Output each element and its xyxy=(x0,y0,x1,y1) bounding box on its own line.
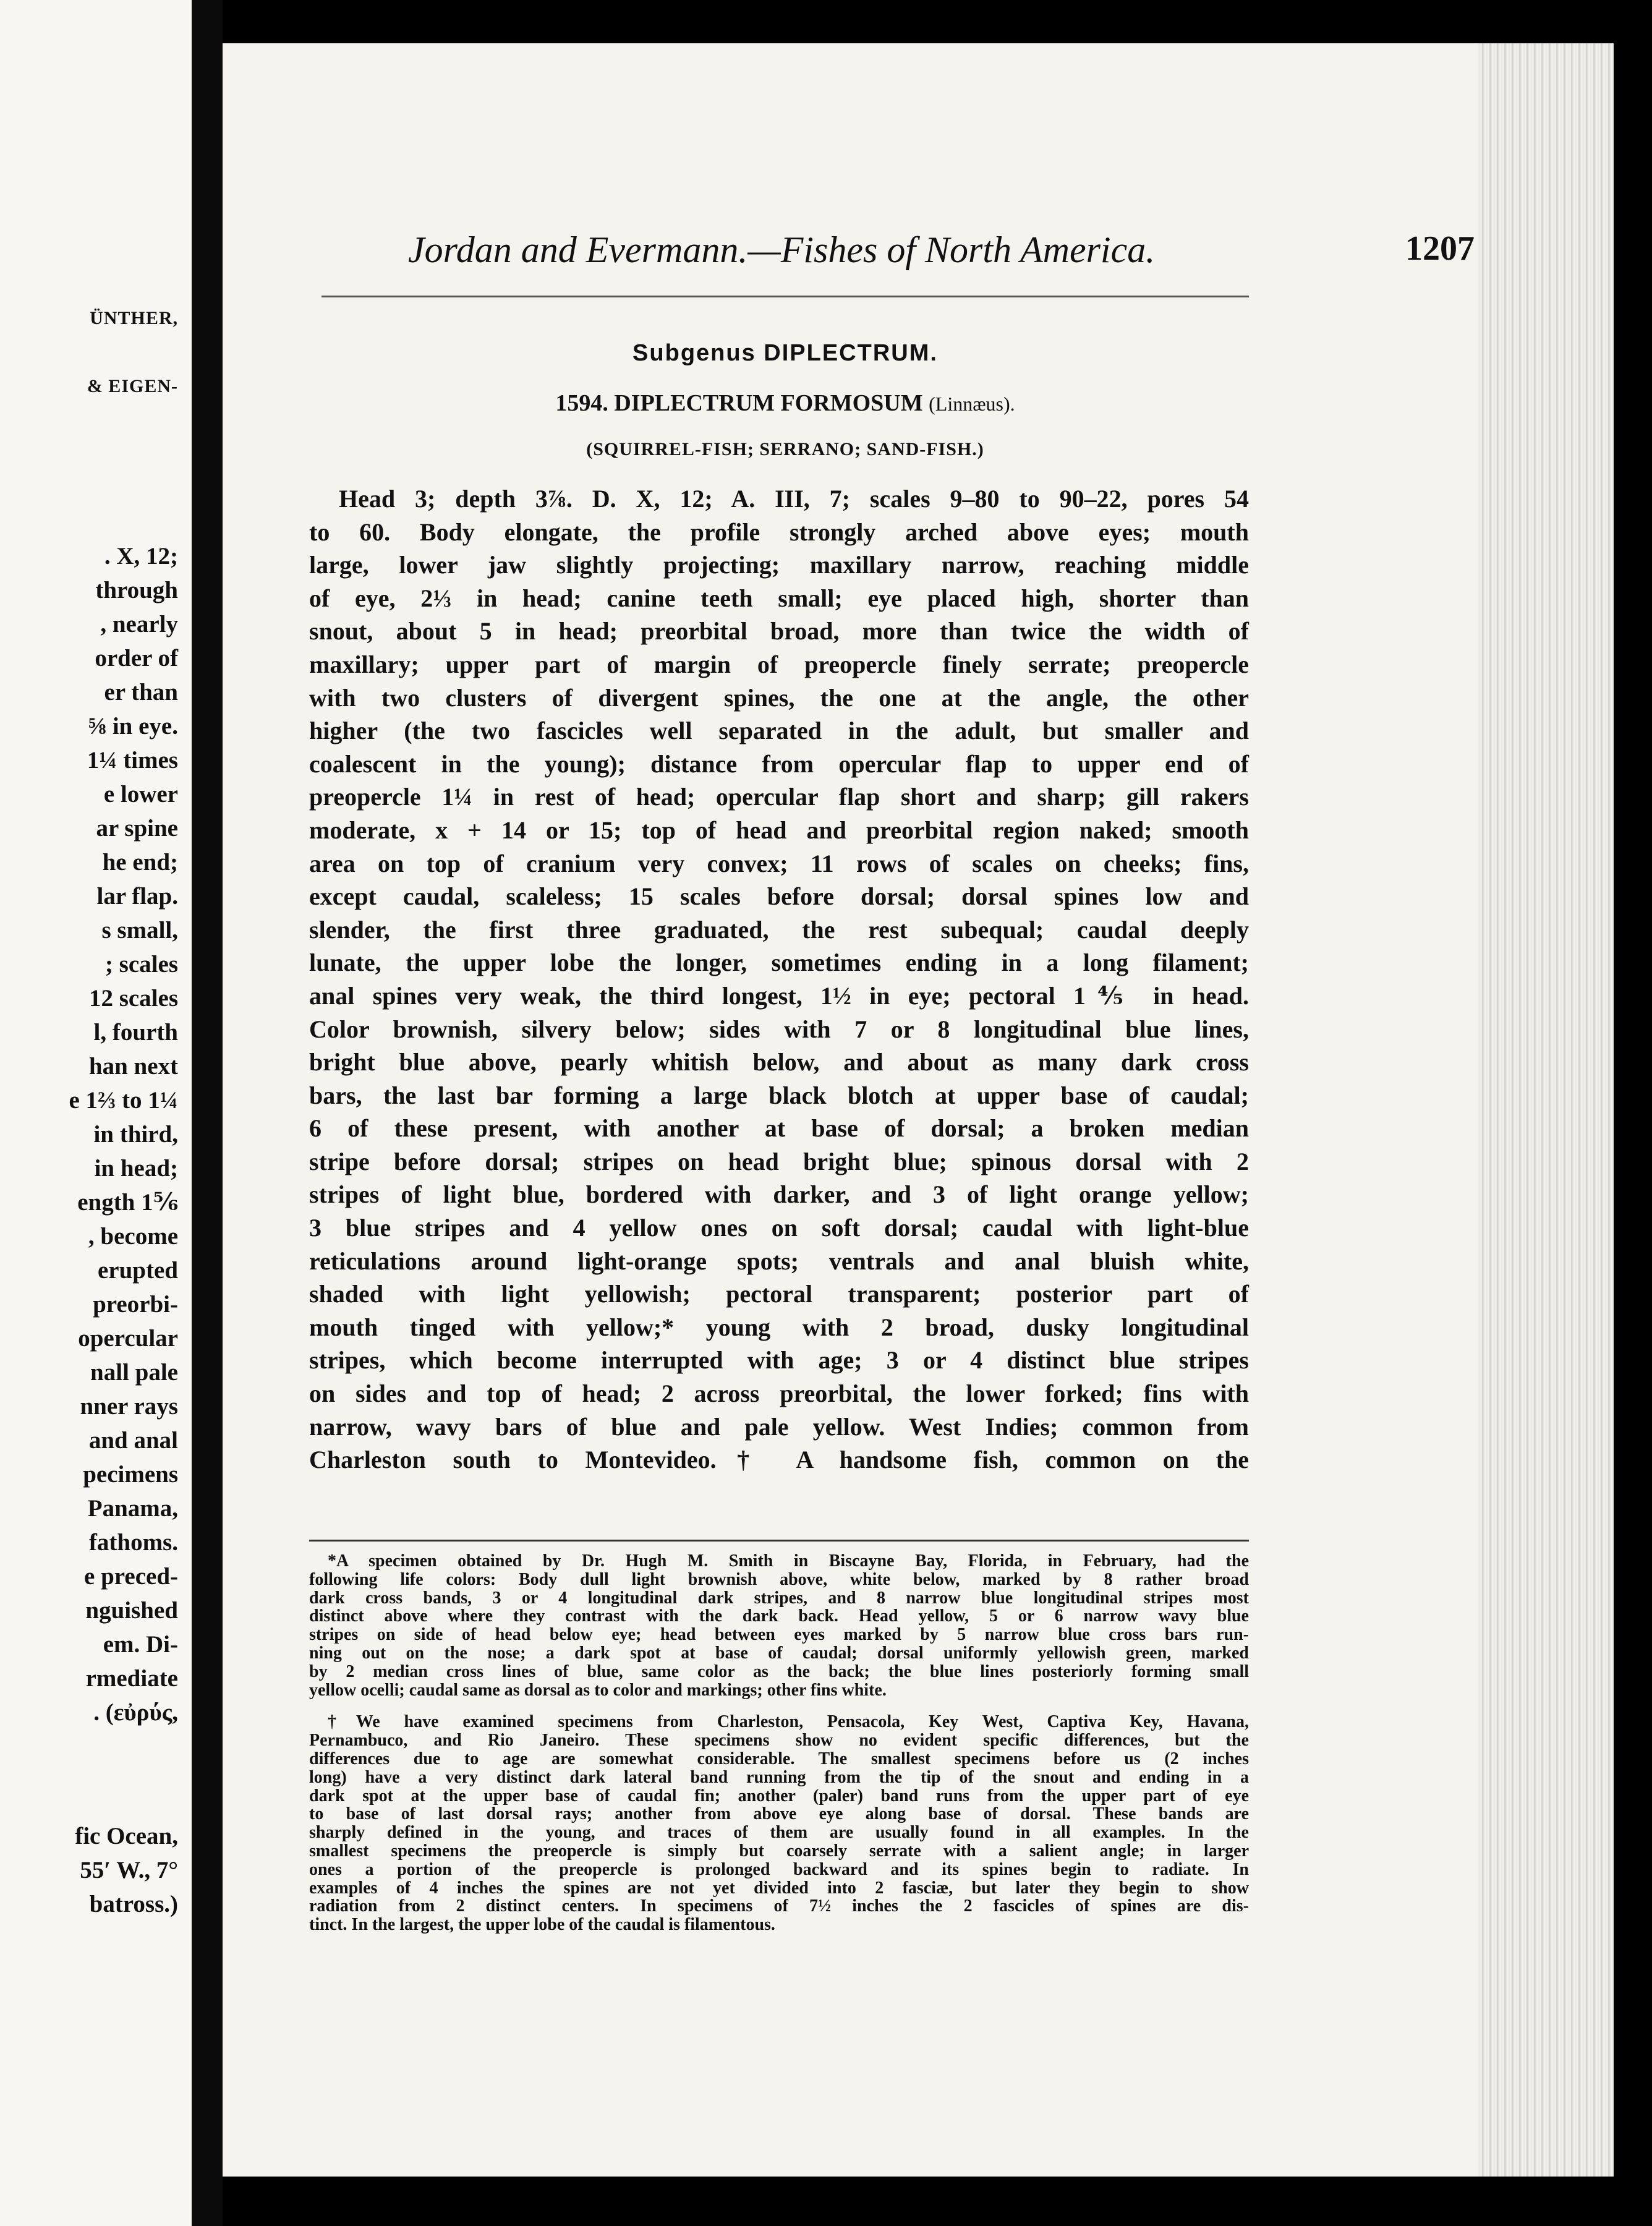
footnote-2-line: dark spot at the upper base of caudal fin; another (paler) band runs from the upper part of eye xyxy=(309,1786,1249,1806)
left-page-text: preorbi- xyxy=(93,1291,178,1318)
left-page-text: lar flap. xyxy=(96,883,178,910)
left-page-text: ÜNTHER, xyxy=(90,308,178,328)
subgenus-heading: Subgenus DIPLECTRUM. xyxy=(632,340,938,366)
footnote-2-line: to base of last dorsal rays; another from above eye along base of dorsal. These bands are xyxy=(309,1804,1249,1824)
left-page-text: ength 1⅚ xyxy=(77,1189,178,1216)
footnote-2-line: tinct. In the largest, the upper lobe of the caudal is filamentous. xyxy=(309,1915,775,1935)
footnote-1-line: following life colors: Body dull light brownish above, white below, marked by 8 rather broad xyxy=(309,1569,1249,1589)
header-rule xyxy=(321,296,1249,297)
footnote-1-line: *A specimen obtained by Dr. Hugh M. Smith in Biscayne Bay, Florida, in February, had the xyxy=(328,1551,1249,1571)
page-edges xyxy=(1478,43,1614,2177)
left-page-text: order of xyxy=(95,645,178,672)
left-page-text: , become xyxy=(88,1223,178,1250)
left-page-text: in head; xyxy=(94,1155,178,1182)
body-line: higher (the two fascicles well separated in the adult, but smaller and xyxy=(309,717,1249,745)
body-line: of eye, 2⅓ in head; canine teeth small; eye placed high, shorter than xyxy=(309,584,1249,612)
running-head xyxy=(408,229,1475,278)
left-page-text: . X, 12; xyxy=(104,543,178,569)
running-title: Jordan and Evermann.—Fishes of North America. xyxy=(408,229,1156,270)
body-line: bright blue above, pearly whitish below, and about as many dark cross xyxy=(309,1048,1249,1077)
footnote-1-line: ning out on the nose; a dark spot at base of caudal; dorsal uniformly yellowish green, marked xyxy=(309,1643,1249,1663)
species-description xyxy=(309,482,1249,1477)
footnote-2-line: long) have a very distinct dark lateral band running from the tip of the snout and ending in a xyxy=(309,1767,1249,1787)
body-line: Charleston south to Montevideo.† A handsome fish, common on the xyxy=(309,1446,1249,1474)
left-page-text: erupted xyxy=(98,1257,178,1284)
left-page-text: fathoms. xyxy=(88,1529,178,1556)
footnote-2-line: †We have examined specimens from Charleston, Pensacola, Key West, Captiva Key, Havana, xyxy=(328,1712,1249,1732)
left-page-text: rmediate xyxy=(85,1665,178,1692)
left-page-text: . (εὐρύς, xyxy=(93,1699,178,1726)
left-page-text: and anal xyxy=(88,1427,178,1454)
left-page-text: han next xyxy=(88,1053,178,1080)
left-page-text: e lower xyxy=(103,781,178,808)
left-page-text: ar spine xyxy=(96,815,178,842)
body-line: moderate, x + 14 or 15; top of head and preorbital region naked; smooth xyxy=(309,816,1249,844)
footnote-2-line: Pernambuco, and Rio Janeiro. These specimens show no evident specific differences, but the xyxy=(309,1731,1249,1751)
body-line: slender, the first three graduated, the rest subequal; caudal deeply xyxy=(309,915,1249,944)
footnote-2-line: radiation from 2 distinct centers. In specimens of 7½ inches the 2 fascicles of spines are dis- xyxy=(309,1896,1249,1916)
footnote-1-line: yellow ocelli; caudal same as dorsal as to color and markings; other fins white. xyxy=(309,1680,887,1700)
left-page-text: batross.) xyxy=(89,1891,178,1917)
left-page-text: , nearly xyxy=(100,611,178,638)
footnote-1-line: by 2 median cross lines of blue, same color as the back; the blue lines posteriorly forming small xyxy=(309,1661,1249,1681)
left-page-text: & EIGEN- xyxy=(87,376,178,396)
body-line: except caudal, scaleless; 15 scales before dorsal; dorsal spines low and xyxy=(309,882,1249,911)
footnote-2-line: examples of 4 inches the spines are not yet divided into 2 fasciæ, but later they begin to show xyxy=(309,1878,1249,1898)
body-line: on sides and top of head; 2 across preorbital, the lower forked; fins with xyxy=(309,1380,1249,1408)
body-line: preopercle 1¼ in rest of head; opercular flap short and sharp; gill rakers xyxy=(309,783,1249,811)
footnote-gap xyxy=(309,1699,1249,1713)
left-page-text: nguished xyxy=(85,1597,178,1624)
species-name: 1594. DIPLECTRUM FORMOSUM xyxy=(555,390,923,416)
body-line: narrow, wavy bars of blue and pale yellow. West Indies; common from xyxy=(309,1412,1249,1441)
footnote-1-line: distinct above where they contrast with the dark back. Head yellow, 5 or 6 narrow wavy blue xyxy=(309,1606,1249,1626)
left-page-text: s small, xyxy=(101,917,178,944)
left-page-text: Panama, xyxy=(87,1495,178,1522)
body-line: maxillary; upper part of margin of preopercle finely serrate; preopercle xyxy=(309,650,1249,678)
left-page-text: nner rays xyxy=(80,1393,178,1420)
body-line: coalescent in the young); distance from opercular flap to upper end of xyxy=(309,749,1249,778)
footnote-2-line: ones a portion of the preopercle is prolonged backward and its spines begin to radiate. In xyxy=(309,1859,1249,1879)
left-page-text: er than xyxy=(104,679,178,706)
footnote-1-line: stripes on side of head below eye; head between eyes marked by 5 narrow blue cross bars run- xyxy=(309,1625,1249,1645)
body-line: mouth tinged with yellow;* young with 2 broad, dusky longitudinal xyxy=(309,1313,1249,1341)
left-page-text: in third, xyxy=(93,1121,178,1148)
left-page-text: e 1⅔ to 1¼ xyxy=(69,1087,178,1114)
body-line: stripes, which become interrupted with age; 3 or 4 distinct blue stripes xyxy=(309,1346,1249,1375)
footnote-1-line: dark cross bands, 3 or 4 longitudinal dark stripes, and 8 narrow blue longitudinal stripes most xyxy=(309,1588,1249,1608)
book-gutter xyxy=(192,0,223,2226)
body-line: anal spines very weak, the third longest, 1½ in eye; pectoral 1⅘ in head. xyxy=(309,981,1249,1010)
left-page-text: he end; xyxy=(102,849,178,876)
body-line: stripes of light blue, bordered with darker, and 3 of light orange yellow; xyxy=(309,1180,1249,1209)
left-page-fragment xyxy=(0,0,192,2226)
body-line: 3 blue stripes and 4 yellow ones on soft dorsal; caudal with light-blue xyxy=(309,1214,1249,1242)
species-authority: (Linnæus). xyxy=(929,393,1015,415)
left-page-text: pecimens xyxy=(83,1461,178,1488)
page-number: 1207 xyxy=(1405,229,1475,268)
footnote-rule xyxy=(309,1540,1249,1542)
common-names: (SQUIRREL-FISH; SERRANO; SAND-FISH.) xyxy=(586,439,984,459)
left-page-text: nall pale xyxy=(90,1359,178,1386)
left-page-text: ; scales xyxy=(104,951,178,978)
left-page-text: fic Ocean, xyxy=(75,1823,178,1849)
body-line: stripe before dorsal; stripes on head bright blue; spinous dorsal with 2 xyxy=(309,1147,1249,1175)
left-page-text: 1¼ times xyxy=(87,747,178,774)
left-page-text: e preced- xyxy=(84,1563,178,1590)
left-page-text: l, fourth xyxy=(93,1019,178,1046)
left-page-text: 12 scales xyxy=(88,985,178,1012)
body-line: large, lower jaw slightly projecting; maxillary narrow, reaching middle xyxy=(309,551,1249,579)
left-page-text: through xyxy=(95,577,178,603)
body-line: area on top of cranium very convex; 11 rows of scales on cheeks; fins, xyxy=(309,849,1249,877)
footnote-2-line: differences due to age are somewhat considerable. The smallest specimens before us (2 inches xyxy=(309,1749,1249,1768)
body-line: lunate, the upper lobe the longer, sometimes ending in a long filament; xyxy=(309,949,1249,977)
body-line: with two clusters of divergent spines, the one at the angle, the other xyxy=(309,683,1249,712)
body-line: bars, the last bar forming a large black blotch at upper base of caudal; xyxy=(309,1081,1249,1109)
body-line: snout, about 5 in head; preorbital broad, more than twice the width of xyxy=(309,617,1249,646)
footnote-2-line: smallest specimens the preopercle is simply but coarsely serrate with a salient angle; in larger xyxy=(309,1841,1249,1861)
left-page-text: em. Di- xyxy=(103,1631,178,1658)
left-page-text: 55′ W., 7° xyxy=(80,1857,178,1883)
body-line: reticulations around light-orange spots; ventrals and anal bluish white, xyxy=(309,1247,1249,1275)
body-line: to 60. Body elongate, the profile strongly arched above eyes; mouth xyxy=(309,518,1249,546)
body-line: Head 3; depth 3⅞. D. X, 12; A. III, 7; scales 9–80 to 90–22, pores 54 xyxy=(339,485,1249,513)
body-line: shaded with light yellowish; pectoral transparent; posterior part of xyxy=(309,1280,1249,1308)
page xyxy=(223,43,1614,2177)
left-page-text: ⅝ in eye. xyxy=(88,713,178,740)
footnotes xyxy=(309,1552,1249,1934)
body-line: 6 of these present, with another at base of dorsal; a broken median xyxy=(309,1114,1249,1143)
left-page-text: opercular xyxy=(78,1325,178,1352)
body-line: Color brownish, silvery below; sides with 7 or 8 longitudinal blue lines, xyxy=(309,1015,1249,1043)
species-heading xyxy=(321,390,1249,417)
footnote-2-line: sharply defined in the young, and traces of them are usually found in all examples. In the xyxy=(309,1823,1249,1843)
